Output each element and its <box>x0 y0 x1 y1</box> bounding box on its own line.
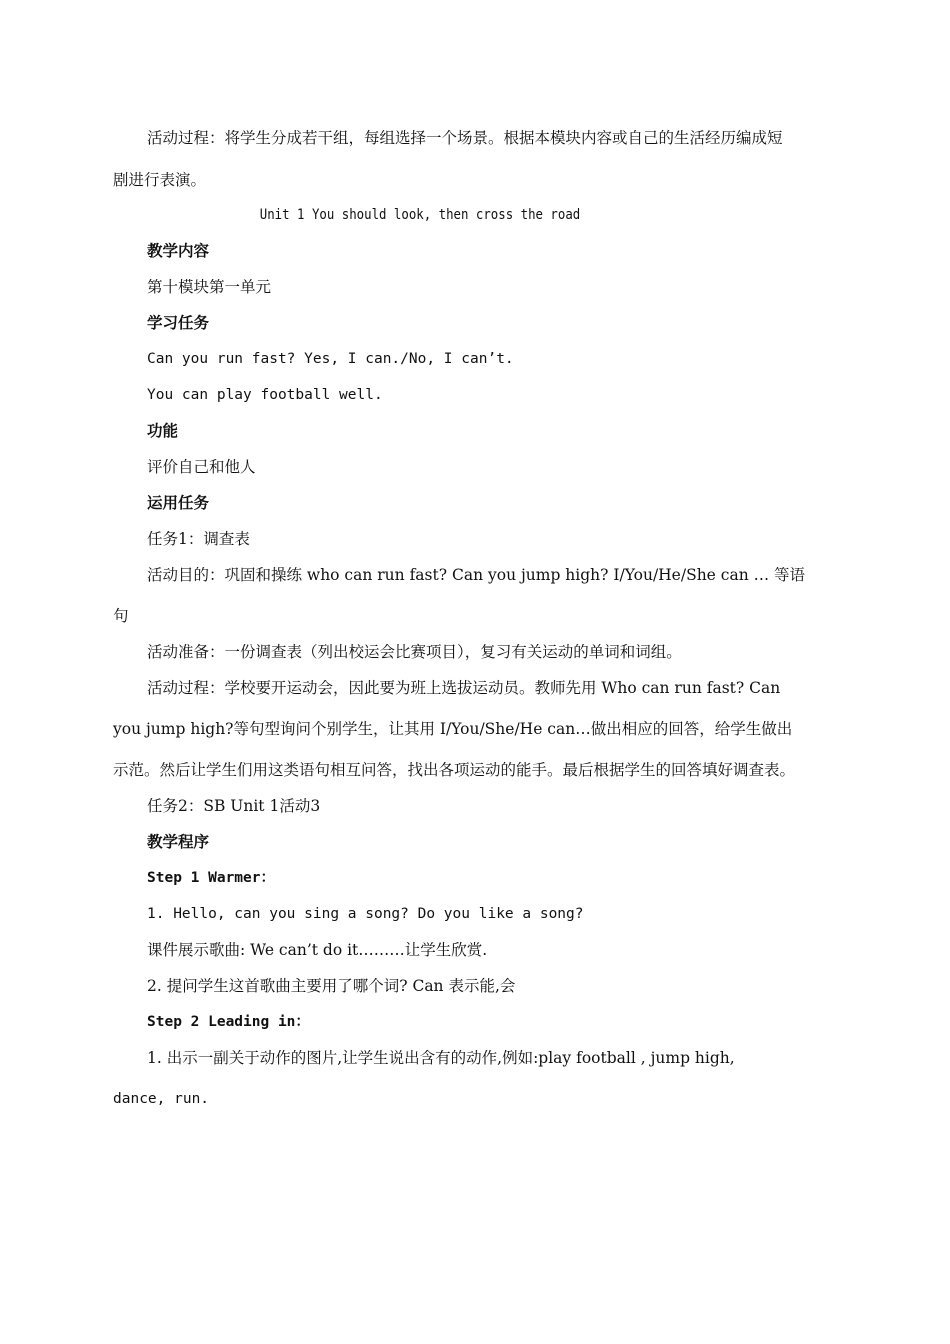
step1-item-1: 1. Hello, can you sing a song? Do you like a song? <box>147 906 584 922</box>
intro-process-line-2: 剧进行表演。 <box>113 171 207 189</box>
task1-process-line-3: 示范。然后让学生们用这类语句相互问答，找出各项运动的能手。最后根据学生的回答填好调查表。 <box>113 761 796 779</box>
task1-goal-line-2: 句 <box>113 607 129 625</box>
heading-learning-tasks: 学习任务 <box>147 313 210 332</box>
teaching-content-text: 第十模块第一单元 <box>147 278 272 296</box>
step2-item-1-line-1: 1. 出示一副关于动作的图片,让学生说出含有的动作,例如:play football , jump high, <box>147 1049 735 1067</box>
task1-goal-line-1: 活动目的：巩固和操练 who can run fast? Can you jump high? I/You/He/She can … 等语 <box>147 566 806 584</box>
step2-title: Step 2 Leading in： <box>147 1014 310 1030</box>
step1-item-2: 2. 提问学生这首歌曲主要用了哪个词? Can 表示能,会 <box>147 977 516 995</box>
intro-process-line-1: 活动过程：将学生分成若干组，每组选择一个场景。根据本模块内容或自己的生活经历编成短 <box>147 129 783 147</box>
step1-title: Step 1 Warmer： <box>147 870 275 886</box>
task1-preparation: 活动准备：一份调查表（列出校运会比赛项目），复习有关运动的单词和词组。 <box>147 643 682 661</box>
heading-teaching-procedure: 教学程序 <box>147 832 210 851</box>
learning-task-line-2: You can play football well. <box>147 387 383 403</box>
unit-title: Unit 1 You should look, then cross the road <box>259 207 581 223</box>
task1-title: 任务1：调查表 <box>147 530 250 548</box>
step1-song: 课件展示歌曲: We can’t do it………让学生欣赏. <box>147 941 488 959</box>
heading-teaching-content: 教学内容 <box>147 241 210 260</box>
task2-title: 任务2：SB Unit 1活动3 <box>147 797 321 815</box>
task1-process-line-1: 活动过程：学校要开运动会，因此要为班上选拔运动员。教师先用 Who can run fast? Can <box>147 679 781 697</box>
heading-application-tasks: 运用任务 <box>147 493 210 512</box>
step2-item-1-line-2: dance, run. <box>113 1091 210 1107</box>
function-text: 评价自己和他人 <box>147 458 256 476</box>
heading-function: 功能 <box>147 421 179 440</box>
learning-task-line-1: Can you run fast? Yes, I can./No, I can’t. <box>147 351 514 367</box>
task1-process-line-2: you jump high?等句型询问个别学生，让其用 I/You/She/He can…做出相应的回答，给学生做出 <box>113 720 793 738</box>
